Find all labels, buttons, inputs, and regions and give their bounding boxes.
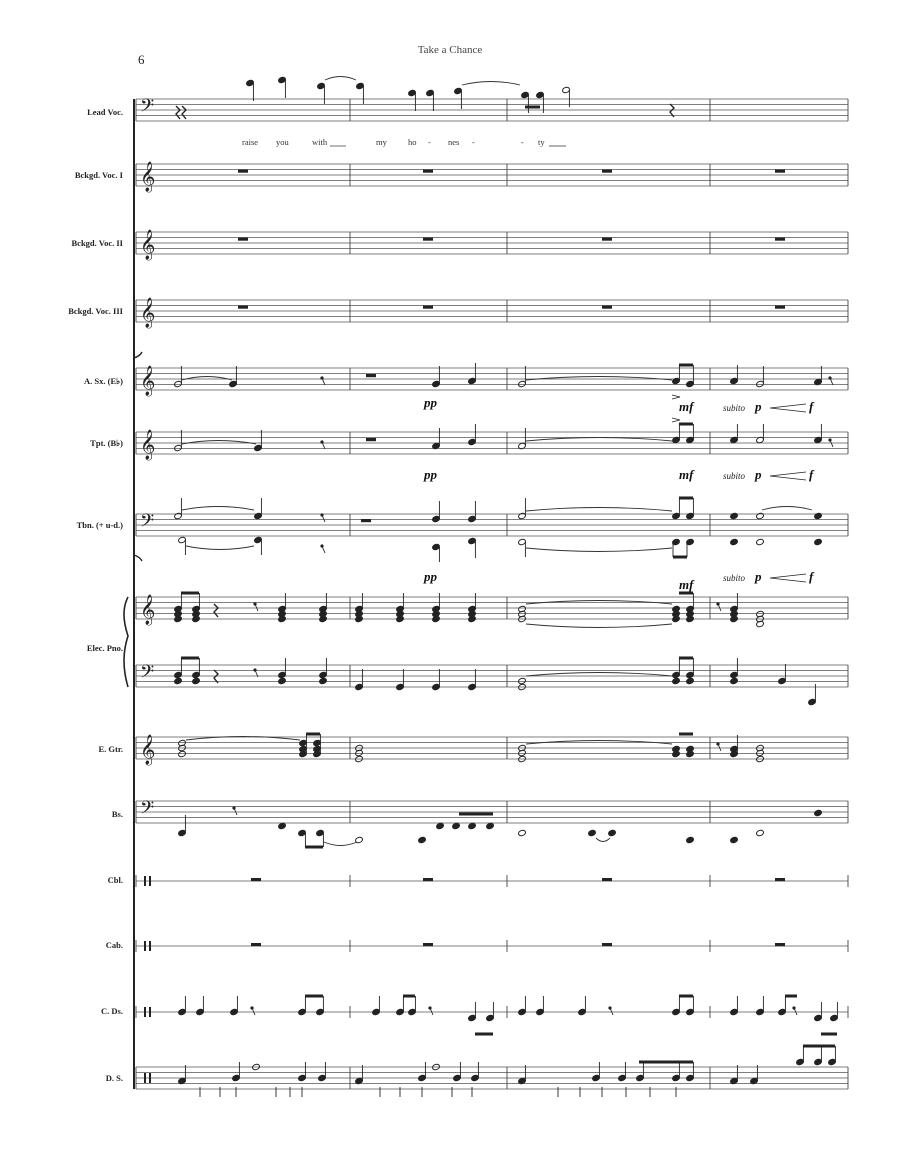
percussion-clef: [149, 1007, 151, 1017]
dynamic-mf: mf: [679, 399, 694, 414]
note-head: [730, 836, 739, 843]
svg-text:f: f: [809, 399, 814, 414]
svg-text:f: f: [809, 569, 814, 584]
note-head: [518, 829, 527, 836]
quarter-rest: [670, 104, 674, 117]
quarter-rest: [176, 106, 180, 119]
percussion-clef: [144, 876, 146, 886]
note-head: [468, 822, 477, 829]
dynamic-mf: mf: [679, 577, 694, 592]
svg-text:p: p: [755, 467, 762, 482]
whole-rest: [602, 878, 612, 881]
bass-clef: 𝄢: [140, 96, 155, 121]
lyric-syllable: my: [376, 137, 387, 147]
lyric-syllable: raise: [242, 137, 259, 147]
whole-rest: [775, 170, 785, 173]
lyric-syllable: ho: [408, 137, 417, 147]
percussion-clef: [149, 941, 151, 951]
tie: [526, 548, 672, 552]
eighth-rest: [794, 1008, 797, 1015]
note-head: [436, 822, 445, 829]
whole-rest: [238, 170, 248, 173]
tie: [182, 377, 232, 381]
tie: [182, 441, 256, 445]
percussion-clef: [149, 876, 151, 886]
treble-clef: 𝄞: [140, 366, 156, 396]
note-head: [756, 829, 765, 836]
eighth-rest: [718, 604, 721, 611]
tie: [462, 82, 520, 86]
bass-clef: 𝄢: [140, 662, 155, 687]
tie: [596, 838, 610, 842]
dynamic-mf: mf: [679, 467, 694, 482]
dynamic-subito-crescendo: [723, 399, 815, 414]
tie: [186, 546, 254, 550]
label-bass: Bs.: [111, 809, 123, 819]
lyric-syllable: ty: [538, 137, 545, 147]
lyric-hyphen: -: [472, 137, 475, 147]
note-head: [686, 836, 695, 843]
note-head: [518, 677, 527, 684]
whole-rest: [423, 170, 433, 173]
lyric-syllable: with: [312, 137, 328, 147]
group-bracket: [134, 352, 142, 358]
treble-clef: 𝄞: [140, 230, 156, 260]
treble-clef: 𝄞: [140, 735, 156, 765]
tie: [324, 842, 357, 846]
percussion-clef: [144, 1073, 146, 1083]
note-head: [278, 822, 287, 829]
clefs: [140, 96, 155, 1083]
eighth-rest: [255, 604, 258, 611]
whole-rest: [251, 943, 261, 946]
note-head: [278, 677, 287, 684]
bass-clef: 𝄢: [140, 798, 155, 823]
whole-rest: [423, 878, 433, 881]
label-d-s: D. S.: [105, 1073, 123, 1083]
whole-rest: [361, 519, 371, 522]
note-head: [418, 836, 427, 843]
label-elec-guitar: E. Gtr.: [98, 744, 123, 754]
label-bckgd-voc-1: Bckgd. Voc. I: [74, 170, 123, 180]
note-head: [452, 822, 461, 829]
quarter-rest: [214, 604, 218, 617]
percussion-clef: [144, 1007, 146, 1017]
treble-clef: 𝄞: [140, 162, 156, 192]
tie: [526, 438, 672, 442]
tie: [526, 673, 672, 677]
treble-clef: 𝄞: [140, 430, 156, 460]
note-head: [608, 829, 617, 836]
eighth-rest: [322, 515, 325, 522]
whole-rest: [602, 306, 612, 309]
whole-rest: [775, 943, 785, 946]
staff-lines: [136, 99, 848, 1089]
note-head: [730, 677, 739, 684]
label-cab: Cab.: [105, 940, 123, 950]
treble-clef: 𝄞: [140, 298, 156, 328]
note-head: [814, 809, 823, 816]
svg-text:p: p: [755, 569, 762, 584]
svg-text:p: p: [755, 399, 762, 414]
eighth-rest: [430, 1008, 433, 1015]
label-trumpet: Tpt. (B♭): [90, 438, 123, 448]
piano-brace: [124, 597, 128, 687]
whole-rest: [366, 438, 376, 441]
eighth-rest: [830, 440, 833, 447]
eighth-rest: [718, 744, 721, 751]
lyric-hyphen: -: [521, 137, 524, 147]
label-c-ds: C. Ds.: [101, 1006, 123, 1016]
whole-rest: [423, 943, 433, 946]
svg-text:subito: subito: [723, 573, 746, 583]
accent: [672, 418, 680, 422]
svg-text:subito: subito: [723, 403, 746, 413]
note-head: [319, 677, 328, 684]
whole-rest: [775, 306, 785, 309]
svg-text:subito: subito: [723, 471, 746, 481]
page-title: Take a Chance: [417, 44, 483, 56]
percussion-clef: [144, 941, 146, 951]
tie: [762, 507, 812, 511]
label-cbl: Cbl.: [107, 875, 123, 885]
note-head: [814, 512, 823, 519]
eighth-rest: [234, 808, 237, 815]
note-head: [178, 750, 187, 757]
lyric-syllable: you: [276, 137, 289, 147]
tie: [182, 507, 254, 511]
quarter-rest: [182, 106, 186, 119]
lyric-hyphen: -: [428, 137, 431, 147]
label-trombone: Tbn. (+ u-d.): [76, 520, 123, 530]
whole-rest: [602, 238, 612, 241]
label-elec-piano: Elec. Pno.: [86, 643, 123, 653]
dynamic-pp: pp: [424, 395, 437, 410]
dynamic-subito-crescendo: [723, 467, 815, 482]
label-lead-voc: Lead Voc.: [87, 107, 123, 117]
whole-rest: [602, 943, 612, 946]
whole-rest: [602, 170, 612, 173]
label-bckgd-voc-3: Bckgd. Voc. III: [68, 306, 123, 316]
note-head: [730, 538, 739, 545]
dynamic-pp: pp: [424, 467, 437, 482]
quarter-rest: [214, 670, 218, 683]
whole-rest: [775, 878, 785, 881]
note-head: [672, 677, 681, 684]
page-number: 6: [138, 52, 145, 67]
svg-text:f: f: [809, 467, 814, 482]
eighth-rest: [610, 1008, 613, 1015]
whole-rest: [238, 238, 248, 241]
tie: [526, 377, 672, 381]
tie: [526, 508, 672, 512]
tie: [526, 624, 672, 628]
label-bckgd-voc-2: Bckgd. Voc. II: [71, 238, 123, 248]
note-head: [192, 677, 201, 684]
dynamic-subito-crescendo: [723, 569, 815, 584]
eighth-rest: [322, 546, 325, 553]
eighth-rest: [252, 1008, 255, 1015]
note-head: [486, 822, 495, 829]
whole-rest: [238, 306, 248, 309]
note-head: [686, 677, 695, 684]
note-head: [730, 512, 739, 519]
note-head: [756, 538, 765, 545]
whole-rest: [423, 238, 433, 241]
bass-clef: 𝄢: [140, 511, 155, 536]
label-alto-sax: A. Sx. (E♭): [84, 376, 123, 386]
dynamic-pp: pp: [424, 569, 437, 584]
note-head: [814, 538, 823, 545]
lyric-syllable: nes: [448, 137, 460, 147]
whole-rest: [366, 374, 376, 377]
group-bracket: [134, 555, 142, 561]
note-head: [588, 829, 597, 836]
percussion-clef: [149, 1073, 151, 1083]
notes: [174, 76, 839, 1097]
treble-clef: 𝄞: [140, 595, 156, 625]
note-head: [174, 677, 183, 684]
note-head: [756, 512, 765, 519]
tie: [325, 77, 356, 81]
whole-rest: [775, 238, 785, 241]
barlines: [124, 99, 848, 1089]
whole-rest: [423, 306, 433, 309]
whole-rest: [251, 878, 261, 881]
